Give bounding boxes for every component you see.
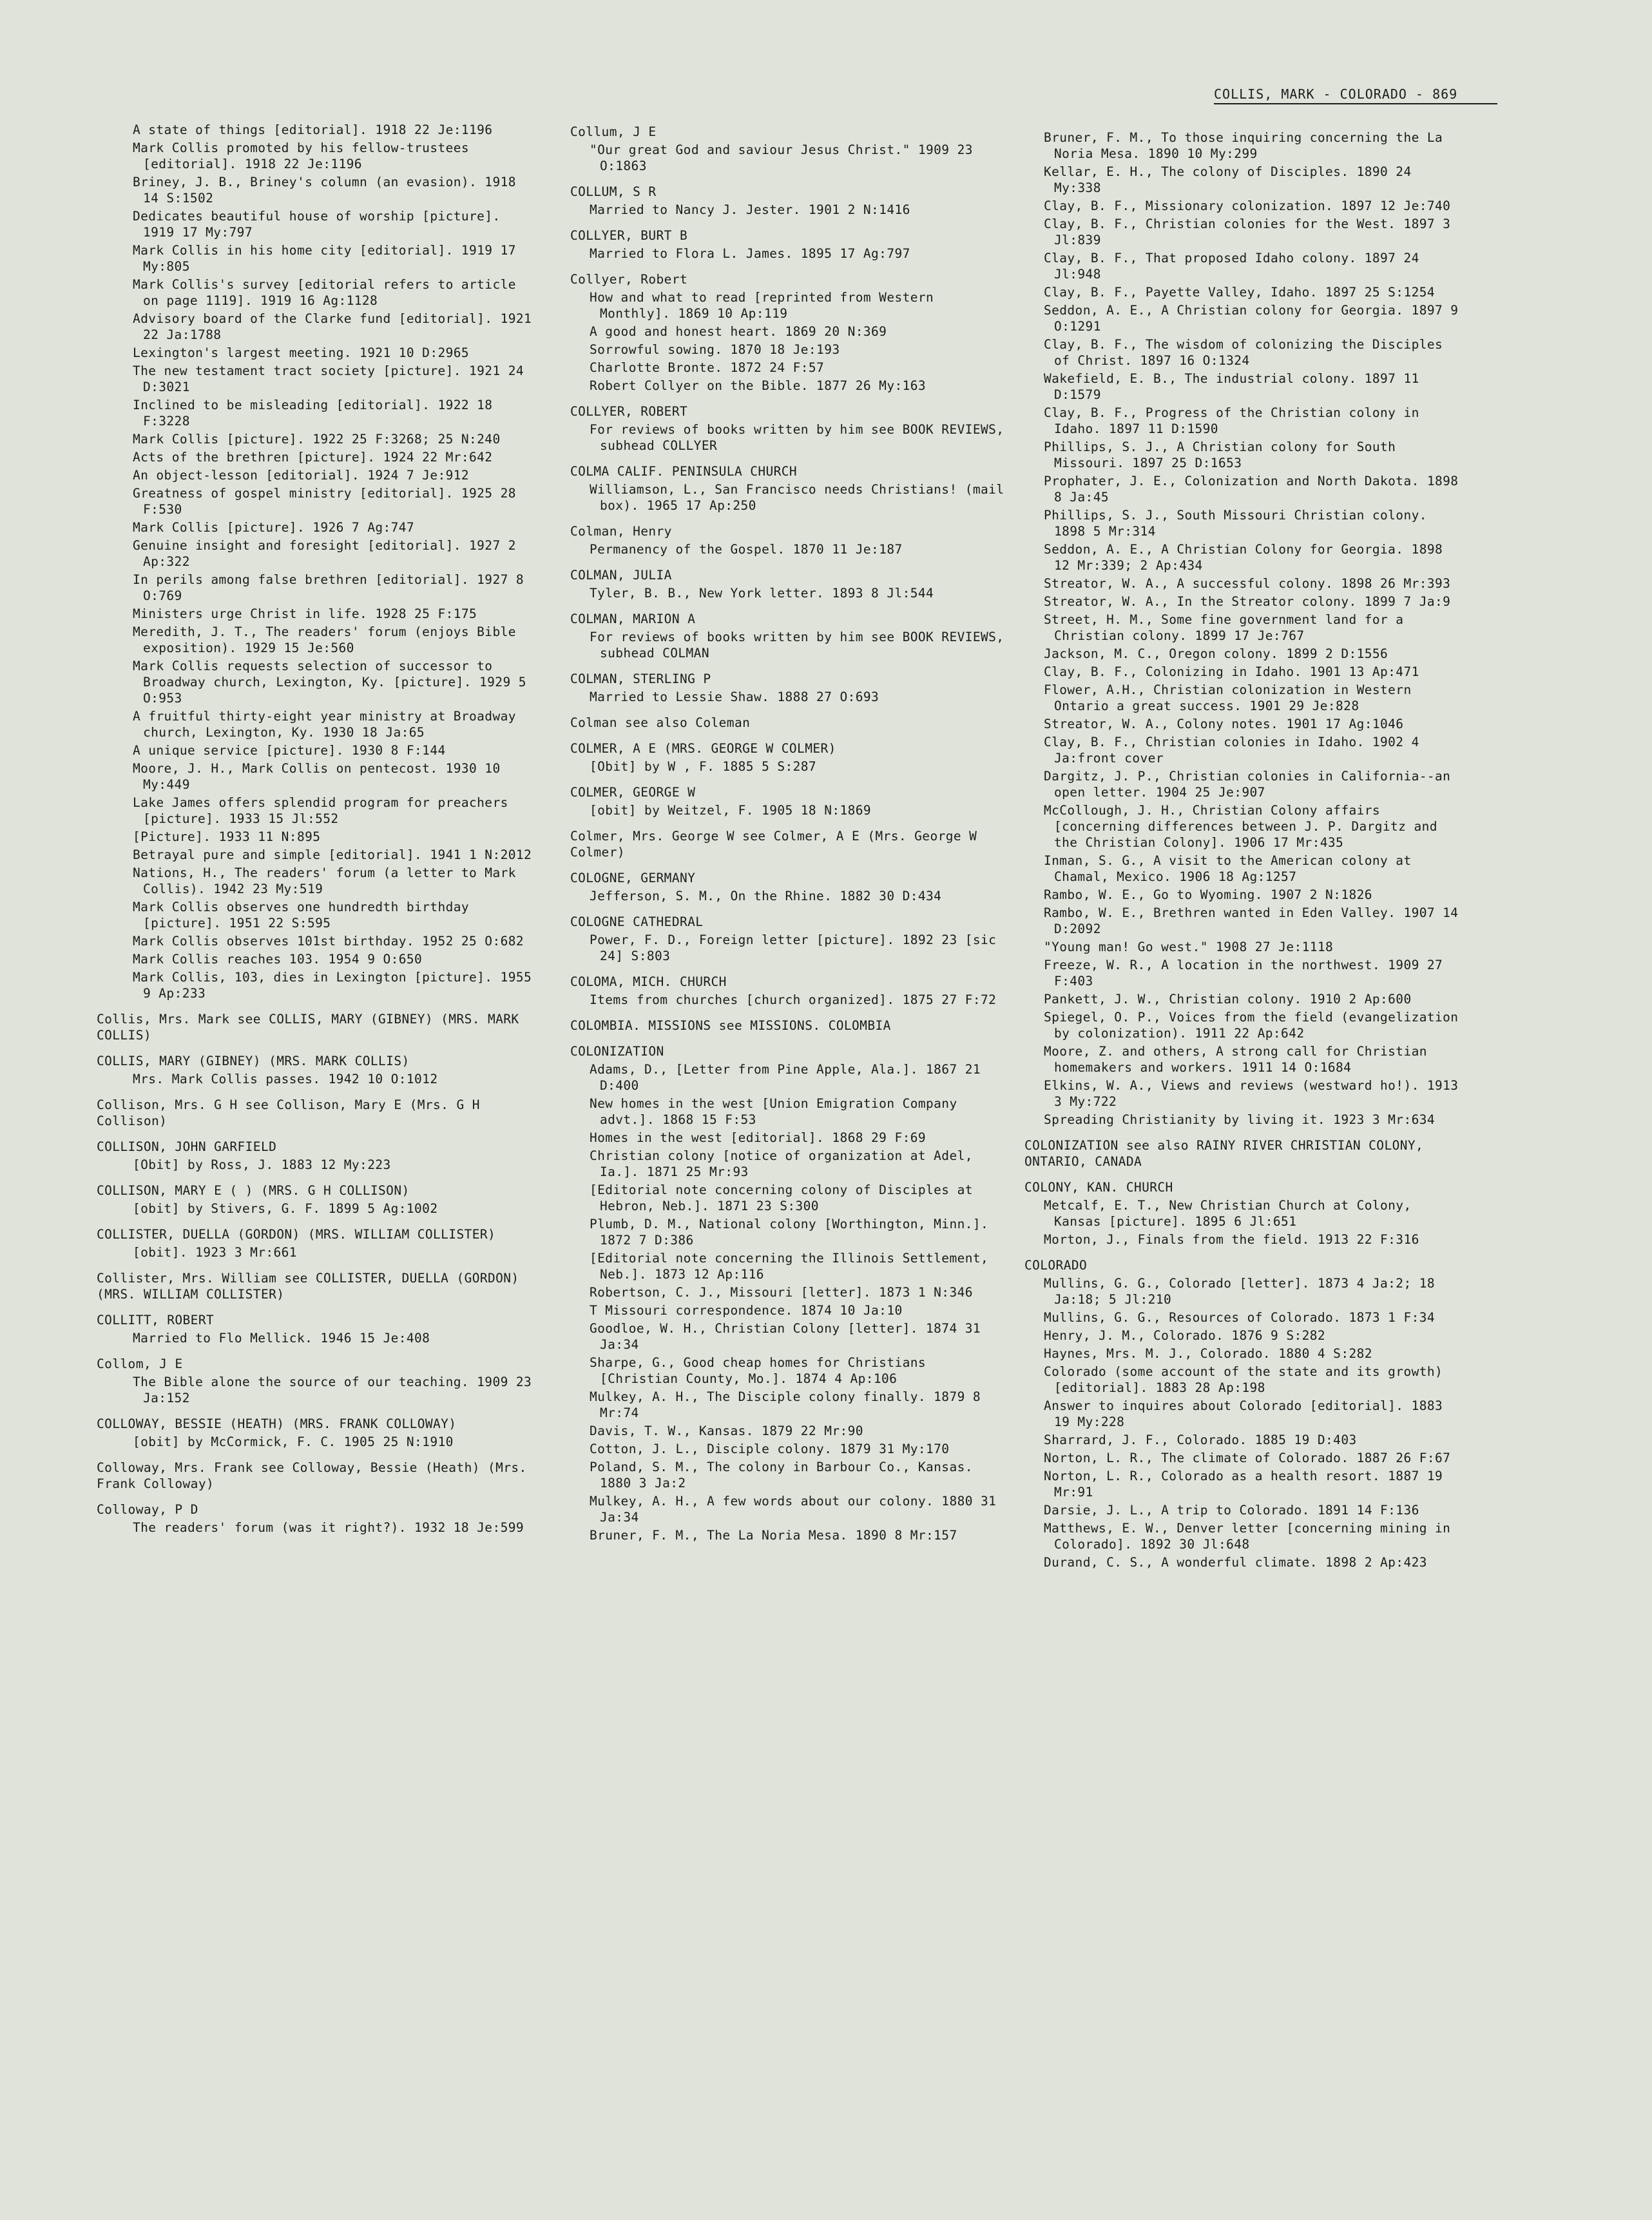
index-section xyxy=(97,1501,535,1536)
index-entry: Robertson, C. J., Missouri [letter]. 1873 1 N:346 xyxy=(590,1285,973,1300)
index-entry: [Picture]. 1933 11 N:895 xyxy=(133,829,321,844)
index-heading: Collis, Mrs. Mark see COLLIS, MARY (GIBNEY) (MRS. MARK COLLIS) xyxy=(97,1012,519,1043)
index-heading: COLMAN, MARION A xyxy=(570,612,696,626)
index-heading: COLLYER, ROBERT xyxy=(570,404,688,419)
index-heading: COLOGNE, GERMANY xyxy=(570,871,696,885)
index-heading: COLLYER, BURT B xyxy=(570,228,688,243)
index-entry: Henry, J. M., Colorado. 1876 9 S:282 xyxy=(1044,1328,1326,1343)
index-heading: COLLISTER, DUELLA (GORDON) (MRS. WILLIAM COLLISTER) xyxy=(97,1227,496,1242)
index-entry: Streator, W. A., Colony notes. 1901 17 Ag:1046 xyxy=(1044,717,1404,731)
running-head xyxy=(1214,86,1510,104)
index-entry: Clay, B. F., Payette Valley, Idaho. 1897 25 S:1254 xyxy=(1044,285,1435,300)
index-section xyxy=(97,1139,535,1173)
index-heading: COLLOWAY, BESSIE (HEATH) (MRS. FRANK COLLOWAY) xyxy=(97,1416,457,1431)
index-entry: Spiegel, O. P., Voices from the field (evangelization by colonization). 1911 22 Ap:642 xyxy=(1044,1010,1459,1041)
index-section xyxy=(97,1011,535,1043)
index-entry: An object-lesson [editorial]. 1924 7 Je:912 xyxy=(133,468,470,483)
index-entry: Mulkey, A. H., A few words about our colony. 1880 31 Ja:34 xyxy=(590,1494,997,1525)
index-heading: COLOGNE CATHEDRAL xyxy=(570,914,704,929)
index-entry: T Missouri correspondence. 1874 10 Ja:10 xyxy=(590,1303,903,1318)
index-heading: COLMAN, STERLING P xyxy=(570,671,711,686)
index-entry: Colorado (some account of the state and its growth) [editorial]. 1883 28 Ap:198 xyxy=(1044,1364,1443,1395)
index-heading: COLONIZATION xyxy=(570,1044,664,1059)
index-entry: Streator, W. A., A successful colony. 1898 26 Mr:393 xyxy=(1044,576,1451,591)
index-entry: Moore, J. H., Mark Collis on pentecost. 1930 10 My:449 xyxy=(133,761,501,792)
index-heading: Collum, J E xyxy=(570,124,657,139)
index-entry: Mark Collis, 103, dies in Lexington [picture]. 1955 9 Ap:233 xyxy=(133,970,532,1001)
index-entry: Prophater, J. E., Colonization and North Dakota. 1898 8 Ja:45 xyxy=(1044,474,1459,505)
index-entry: Adams, D., [Letter from Pine Apple, Ala.]. 1867 21 D:400 xyxy=(590,1062,981,1093)
index-entry: Mark Collis [picture]. 1922 25 F:3268; 25 N:240 xyxy=(133,432,501,447)
index-section xyxy=(570,1018,1008,1034)
index-entry: Poland, S. M., The colony in Barbour Co., Kansas. 1880 3 Ja:2 xyxy=(590,1460,973,1491)
index-entry: Inclined to be misleading [editorial]. 1922 18 F:3228 xyxy=(133,398,493,429)
index-entry: Phillips, S. J., A Christian colony for South Missouri. 1897 25 D:1653 xyxy=(1044,439,1396,470)
index-entry: Clay, B. F., Progress of the Christian colony in Idaho. 1897 11 D:1590 xyxy=(1044,405,1419,436)
index-section xyxy=(97,1356,535,1406)
index-entry: Bruner, F. M., The La Noria Mesa. 1890 8 Mr:157 xyxy=(590,1528,957,1543)
index-entry: Durand, C. S., A wonderful climate. 1898 2 Ap:423 xyxy=(1044,1555,1427,1570)
index-entry: A unique service [picture]. 1930 8 F:144 xyxy=(133,743,446,758)
index-heading: Colman see also Coleman xyxy=(570,715,751,730)
index-section xyxy=(570,271,1008,394)
index-entry: The Bible alone the source of our teaching. 1909 23 Ja:152 xyxy=(133,1375,532,1405)
index-entry: Married to Nancy J. Jester. 1901 2 N:1416 xyxy=(590,202,910,217)
index-column-2 xyxy=(570,124,1008,2141)
index-entry: Married to Flora L. James. 1895 17 Ag:797 xyxy=(590,246,910,261)
index-entry: [Editorial note concerning colony of Disciples at Hebron, Neb.]. 1871 23 S:300 xyxy=(590,1182,973,1213)
index-entry: Flower, A.H., Christian colonization in Western Ontario a great success. 1901 29 Je:828 xyxy=(1044,682,1412,713)
index-section xyxy=(1024,1179,1463,1248)
index-column-3 xyxy=(1024,128,1463,2138)
index-section xyxy=(570,974,1008,1008)
index-entry: Norton, L. R., Colorado as a health resort. 1887 19 Mr:91 xyxy=(1044,1469,1443,1500)
index-section xyxy=(570,914,1008,964)
index-entry: The readers' forum (was it right?). 1932 18 Je:599 xyxy=(133,1520,524,1535)
index-entry: "Our great God and saviour Jesus Christ." 1909 23 O:1863 xyxy=(590,142,973,173)
index-entry: Charlotte Bronte. 1872 24 F:57 xyxy=(590,360,825,375)
index-entry: Betrayal pure and simple [editorial]. 1941 1 N:2012 xyxy=(133,847,532,862)
index-entry: Streator, W. A., In the Streator colony. 1899 7 Ja:9 xyxy=(1044,594,1451,609)
index-entry: [Obit] by W , F. 1885 5 S:287 xyxy=(590,759,817,774)
index-entry: [obit] by Stivers, G. F. 1899 5 Ag:1002 xyxy=(133,1201,438,1216)
index-entry: Moore, Z. and others, A strong call for Christian homemakers and workers. 1911 14 O:1684 xyxy=(1044,1044,1427,1075)
index-entry: Mark Collis requests selection of successor to Broadway church, Lexington, Ky. [picture]. 1929 5 O:953 xyxy=(133,659,526,706)
index-heading: COLOMA, MICH. CHURCH xyxy=(570,974,727,989)
index-entry: Metcalf, E. T., New Christian Church at Colony, Kansas [picture]. 1895 6 Jl:651 xyxy=(1044,1198,1412,1229)
index-heading: Collyer, Robert xyxy=(570,272,688,287)
index-entry: "Young man! Go west." 1908 27 Je:1118 xyxy=(1044,940,1334,954)
index-heading: COLONY, KAN. CHURCH xyxy=(1024,1180,1173,1195)
index-heading: COLONIZATION see also RAINY RIVER CHRISTIAN COLONY, ONTARIO, CANADA xyxy=(1024,1138,1424,1169)
index-entry: Kellar, E. H., The colony of Disciples. 1890 24 My:338 xyxy=(1044,164,1412,195)
index-entry: Advisory board of the Clarke fund [editorial]. 1921 22 Ja:1788 xyxy=(133,311,532,342)
index-heading: COLLISON, JOHN GARFIELD xyxy=(97,1139,277,1154)
index-entry: Davis, T. W., Kansas. 1879 22 Mr:90 xyxy=(590,1424,863,1438)
index-heading: Collison, Mrs. G H see Collison, Mary E (Mrs. G H Collison) xyxy=(97,1097,480,1128)
index-entry: Meredith, J. T., The readers' forum (enjoys Bible exposition). 1929 15 Je:560 xyxy=(133,624,516,655)
index-entry: How and what to read [reprinted from Western Monthly]. 1869 10 Ap:119 xyxy=(590,290,934,321)
index-heading: COLMER, GEORGE W xyxy=(570,785,696,800)
index-entry: Dargitz, J. P., Christian colonies in California--an open letter. 1904 25 Je:907 xyxy=(1044,769,1451,800)
index-entry: Tyler, B. B., New York letter. 1893 8 Jl:544 xyxy=(590,586,934,601)
index-section xyxy=(97,1053,535,1087)
index-entry: [obit] by McCormick, F. C. 1905 25 N:1910 xyxy=(133,1434,454,1449)
index-entry: Elkins, W. A., Views and reviews (westward ho!). 1913 3 My:722 xyxy=(1044,1078,1459,1109)
index-entry: Williamson, L., San Francisco needs Christians! (mail box). 1965 17 Ap:250 xyxy=(590,482,1004,513)
index-entry: Mullins, G. G., Colorado [letter]. 1873 4 Ja:2; 18 Ja:18; 5 Jl:210 xyxy=(1044,1276,1435,1307)
index-entry: Sharpe, G., Good cheap homes for Christians [Christian County, Mo.]. 1874 4 Ap:106 xyxy=(590,1355,927,1386)
index-section xyxy=(97,1270,535,1302)
index-entry: McCollough, J. H., Christian Colony affairs [concerning differences between J. P. Dargitz and the Christian Colony]. 1906 17 Mr:435 xyxy=(1044,803,1437,850)
index-entry: Darsie, J. L., A trip to Colorado. 1891 14 F:136 xyxy=(1044,1503,1419,1518)
index-entry: [Obit] by Ross, J. 1883 12 My:223 xyxy=(133,1157,391,1172)
index-entry: Nations, H., The readers' forum (a letter to Mark Collis). 1942 23 My:519 xyxy=(133,865,516,896)
index-heading: COLLITT, ROBERT xyxy=(97,1313,215,1327)
index-entry: Robert Collyer on the Bible. 1877 26 My:163 xyxy=(590,378,927,393)
index-entry: Homes in the west [editorial]. 1868 29 F:69 xyxy=(590,1130,927,1145)
index-heading: COLLIS, MARY (GIBNEY) (MRS. MARK COLLIS) xyxy=(97,1054,410,1068)
index-heading: COLLUM, S R xyxy=(570,184,657,199)
index-entry: Inman, S. G., A visit to the American colony at Chamal, Mexico. 1906 18 Ag:1257 xyxy=(1044,853,1412,884)
index-entry: Wakefield, E. B., The industrial colony. 1897 11 D:1579 xyxy=(1044,371,1419,402)
index-heading: COLMER, A E (MRS. GEORGE W COLMER) xyxy=(570,741,836,756)
index-section xyxy=(570,124,1008,174)
index-entry: Acts of the brethren [picture]. 1924 22 Mr:642 xyxy=(133,450,493,465)
index-section xyxy=(570,184,1008,218)
index-entry: [obit] by Weitzel, F. 1905 18 N:1869 xyxy=(590,803,872,818)
index-entry: Mark Collis promoted by his fellow-trustees [editorial]. 1918 22 Je:1196 xyxy=(133,140,470,171)
index-entry: Rambo, W. E., Brethren wanted in Eden Valley. 1907 14 D:2092 xyxy=(1044,905,1459,936)
index-entry: Power, F. D., Foreign letter [picture]. 1892 23 [sic 24] S:803 xyxy=(590,932,997,963)
index-entry: [Editorial note concerning the Illinois Settlement, Neb.]. 1873 12 Ap:116 xyxy=(590,1251,989,1282)
index-heading: COLMA CALIF. PENINSULA CHURCH xyxy=(570,464,798,479)
index-column-1 xyxy=(97,120,535,2143)
index-section xyxy=(570,567,1008,601)
index-section xyxy=(570,611,1008,661)
index-entry: Cotton, J. L., Disciple colony. 1879 31 My:170 xyxy=(590,1442,950,1456)
index-heading: Collister, Mrs. William see COLLISTER, DUELLA (GORDON) (MRS. WILLIAM COLLISTER) xyxy=(97,1271,519,1302)
index-entry: Spreading Christianity by living it. 1923 3 Mr:634 xyxy=(1044,1112,1435,1127)
index-entry: Ministers urge Christ in life. 1928 25 F:175 xyxy=(133,606,477,621)
index-entry: In perils among false brethren [editorial]. 1927 8 O:769 xyxy=(133,572,524,603)
index-heading: Colloway, P D xyxy=(97,1502,198,1517)
index-heading: Colmer, Mrs. George W see Colmer, A E (Mrs. George W Colmer) xyxy=(570,829,977,860)
running-head-rule xyxy=(1214,103,1497,104)
index-entry: Mrs. Mark Collis passes. 1942 10 O:1012 xyxy=(133,1072,438,1086)
index-entry: A good and honest heart. 1869 20 N:369 xyxy=(590,324,887,339)
index-heading: Colloway, Mrs. Frank see Colloway, Bessie (Heath) (Mrs. Frank Colloway) xyxy=(97,1460,527,1491)
index-section xyxy=(570,1043,1008,1543)
index-entry: Mark Collis in his home city [editorial]. 1919 17 My:805 xyxy=(133,243,516,274)
index-entry: Mark Collis [picture]. 1926 7 Ag:747 xyxy=(133,520,415,535)
index-entry: Phillips, S. J., South Missouri Christian colony. 1898 5 Mr:314 xyxy=(1044,508,1427,539)
index-entry: Seddon, A. E., A Christian colony for Georgia. 1897 9 O:1291 xyxy=(1044,303,1459,334)
index-entry: Mark Collis reaches 103. 1954 9 O:650 xyxy=(133,952,423,967)
index-entry: Mark Collis observes 101st birthday. 1952 25 O:682 xyxy=(133,934,524,949)
index-entry: Christian colony [notice of organization at Adel, Ia.]. 1871 25 Mr:93 xyxy=(590,1148,973,1179)
index-heading: Collom, J E xyxy=(97,1356,183,1371)
index-section xyxy=(570,715,1008,731)
index-entry: Greatness of gospel ministry [editorial]. 1925 28 F:530 xyxy=(133,486,516,517)
index-entry: Jefferson, S. M., On the Rhine. 1882 30 D:434 xyxy=(590,889,942,903)
index-entry: The new testament tract society [picture]. 1921 24 D:3021 xyxy=(133,363,524,394)
index-entry: A state of things [editorial]. 1918 22 Je:1196 xyxy=(133,122,493,137)
index-section xyxy=(97,1226,535,1260)
index-heading: COLLISON, MARY E ( ) (MRS. G H COLLISON) xyxy=(97,1183,410,1198)
index-section xyxy=(570,870,1008,904)
index-section xyxy=(570,671,1008,705)
index-entry: [obit]. 1923 3 Mr:661 xyxy=(133,1245,297,1260)
index-entry: Seddon, A. E., A Christian Colony for Georgia. 1898 12 Mr:339; 2 Ap:434 xyxy=(1044,542,1443,573)
index-entry: Permanency of the Gospel. 1870 11 Je:187 xyxy=(590,542,903,557)
index-section xyxy=(1024,1257,1463,1570)
index-entry: Mark Collis observes one hundredth birthday [picture]. 1951 22 S:595 xyxy=(133,900,470,931)
index-section xyxy=(97,1097,535,1129)
index-entry: Haynes, Mrs. M. J., Colorado. 1880 4 S:282 xyxy=(1044,1346,1372,1361)
index-entry: Norton, L. R., The climate of Colorado. 1887 26 F:67 xyxy=(1044,1451,1451,1465)
index-entry: A fruitful thirty-eight year ministry at Broadway church, Lexington, Ky. 1930 18 Ja:65 xyxy=(133,709,516,740)
index-section xyxy=(97,1416,535,1450)
index-entry: Clay, B. F., Christian colonies in Idaho. 1902 4 Ja:front cover xyxy=(1044,735,1419,766)
index-entry: Plumb, D. M., National colony [Worthington, Minn.]. 1872 7 D:386 xyxy=(590,1217,989,1248)
index-heading: Colman, Henry xyxy=(570,524,672,539)
index-entry: Married to Flo Mellick. 1946 15 Je:408 xyxy=(133,1331,430,1346)
index-section xyxy=(97,1182,535,1217)
index-section xyxy=(570,463,1008,514)
index-entry: Rambo, W. E., Go to Wyoming. 1907 2 N:1826 xyxy=(1044,887,1372,902)
index-section xyxy=(570,740,1008,775)
index-section xyxy=(1024,1137,1463,1170)
running-head-text: COLLIS, MARK - COLORADO - 869 xyxy=(1214,86,1458,102)
index-entry: Goodloe, W. H., Christian Colony [letter]. 1874 31 Ja:34 xyxy=(590,1321,981,1352)
index-entry: Clay, B. F., Missionary colonization. 1897 12 Je:740 xyxy=(1044,198,1451,213)
index-entry: For reviews of books written by him see BOOK REVIEWS, subhead COLMAN xyxy=(590,630,1004,661)
index-entry: Items from churches [church organized]. 1875 27 F:72 xyxy=(590,992,997,1007)
index-section xyxy=(570,227,1008,262)
index-section xyxy=(570,784,1008,818)
index-entry: Bruner, F. M., To those inquiring concerning the La Noria Mesa. 1890 10 My:299 xyxy=(1044,130,1443,161)
index-entry: Lexington's largest meeting. 1921 10 D:2965 xyxy=(133,345,470,360)
index-entry: Morton, J., Finals from the field. 1913 22 F:316 xyxy=(1044,1232,1419,1247)
index-section xyxy=(570,403,1008,454)
index-section xyxy=(97,1460,535,1492)
index-entry: For reviews of books written by him see BOOK REVIEWS, subhead COLLYER xyxy=(590,422,1004,453)
index-entry: Clay, B. F., The wisdom of colonizing the Disciples of Christ. 1897 16 O:1324 xyxy=(1044,337,1443,368)
index-entry: Pankett, J. W., Christian colony. 1910 2 Ap:600 xyxy=(1044,992,1412,1007)
index-entry: Married to Lessie Shaw. 1888 27 O:693 xyxy=(590,690,879,704)
index-entry: Street, H. M., Some fine government land for a Christian colony. 1899 17 Je:767 xyxy=(1044,612,1404,643)
index-entry: Freeze, W. R., A location in the northwest. 1909 27 F:403 xyxy=(1044,958,1443,989)
index-entry: Mullins, G. G., Resources of Colorado. 1873 1 F:34 xyxy=(1044,1310,1435,1325)
index-entry: Briney, J. B., Briney's column (an evasion). 1918 14 S:1502 xyxy=(133,175,516,206)
index-section xyxy=(97,122,535,1001)
index-entry: Matthews, E. W., Denver letter [concerning mining in Colorado]. 1892 30 Jl:648 xyxy=(1044,1521,1451,1552)
index-heading: COLORADO xyxy=(1024,1258,1088,1273)
index-entry: Lake James offers splendid program for preachers [picture]. 1933 15 Jl:552 xyxy=(133,795,508,826)
index-entry: Dedicates beautiful house of worship [picture]. 1919 17 My:797 xyxy=(133,209,501,240)
index-entry: Clay, B. F., That proposed Idaho colony. 1897 24 Jl:948 xyxy=(1044,251,1419,282)
index-entry: Genuine insight and foresight [editorial]. 1927 2 Ap:322 xyxy=(133,538,516,569)
index-section xyxy=(1024,130,1463,1128)
index-entry: Answer to inquires about Colorado [editorial]. 1883 19 My:228 xyxy=(1044,1398,1443,1429)
index-entry: Clay, B. F., Christian colonies for the West. 1897 3 Jl:839 xyxy=(1044,217,1451,247)
index-section xyxy=(97,1312,535,1346)
index-entry: New homes in the west [Union Emigration Company advt.]. 1868 15 F:53 xyxy=(590,1096,957,1127)
index-entry: Jackson, M. C., Oregon colony. 1899 2 D:1556 xyxy=(1044,646,1388,661)
index-section xyxy=(570,828,1008,860)
index-section xyxy=(570,523,1008,557)
index-entry: Mulkey, A. H., The Disciple colony finally. 1879 8 Mr:74 xyxy=(590,1389,981,1420)
index-entry: Mark Collis's survey [editorial refers to article on page 1119]. 1919 16 Ag:1128 xyxy=(133,277,516,308)
index-heading: COLMAN, JULIA xyxy=(570,568,672,583)
index-entry: Sorrowful sowing. 1870 18 Je:193 xyxy=(590,342,840,357)
index-entry: Clay, B. F., Colonizing in Idaho. 1901 13 Ap:471 xyxy=(1044,664,1419,679)
index-heading: COLOMBIA. MISSIONS see MISSIONS. COLOMBIA xyxy=(570,1018,891,1033)
index-entry: Sharrard, J. F., Colorado. 1885 19 D:403 xyxy=(1044,1433,1357,1447)
